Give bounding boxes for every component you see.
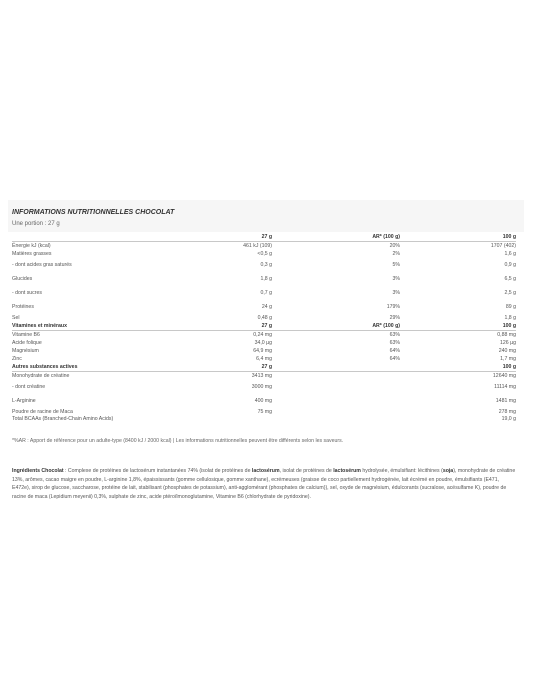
row-value: 3000 mg	[251, 384, 272, 390]
row-value: 11114 mg	[494, 384, 516, 390]
row-value: 100 g	[400, 322, 516, 331]
table-row	[12, 355, 516, 363]
row-label: Énergie kJ (kcal)	[12, 242, 192, 251]
table-row	[12, 408, 516, 416]
row-value: 1,6 g	[504, 251, 516, 257]
table-row	[12, 331, 516, 340]
row-value: 2,5 g	[504, 290, 516, 296]
row-value: 64,9 mg	[253, 348, 272, 354]
row-value: 1,7 mg	[500, 356, 516, 362]
table-row	[12, 347, 516, 355]
row-value: 3%	[392, 290, 400, 296]
row-value: 34,0 µg	[254, 340, 272, 346]
ingredients-part: ), monohydrate de créatine 13%, arômes, cacao maigre en poudre, L-arginine 1,8%, épaississants (gomme cellulosique, gomme xanthane), ecrémeuses (graisse de coco partiellement hydrogénée, lait écrémé en poudre, émulsifiants (E471, E472e), sirop de glucose, saccharose, protéine de lait, stabilisant (phosphates de potassium), anti-agglomérant (phosphates de calcium)), sel, oxyde de magnésium, édulcorants (sucralose, acésulfame K), poudre de racine de maca (Lepidium meyenii) 0,3%, sulphate de zinc, acide ptéroïlmonoglutamine, Vitamine B6 (chlorhydrate de pyridoxine).	[12, 468, 516, 500]
row-value: 0,48 g	[257, 315, 272, 321]
row-label: - dont acides gras saturés	[12, 262, 72, 268]
row-label: Sel	[12, 315, 20, 321]
row-value: 6,4 mg	[256, 356, 272, 362]
row-value: AR* (100 g)	[272, 233, 400, 242]
row-value: 64%	[389, 356, 400, 362]
ingredients-part: : Complexe de protéines de lactosérum instantanées 74% (isolat de protéines de	[63, 468, 252, 474]
row-value: AR* (100 g)	[272, 322, 400, 331]
row-label: L-Arginine	[12, 398, 36, 404]
row-label: Vitamine B6	[12, 332, 40, 338]
row-value: 63%	[389, 332, 400, 338]
table-row	[12, 314, 516, 322]
portion-size: Une portion : 27 g	[12, 221, 60, 227]
row-value	[272, 416, 400, 423]
row-value: 64%	[389, 348, 400, 354]
table-row	[12, 250, 516, 258]
row-label: Acide folique	[12, 340, 42, 346]
row-value: 2%	[392, 251, 400, 257]
row-value: 3%	[392, 276, 400, 282]
row-value: 100 g	[400, 233, 516, 242]
table-row	[12, 286, 516, 300]
row-value: 63%	[389, 340, 400, 346]
table-row	[12, 394, 516, 408]
row-value	[272, 394, 400, 408]
row-value: 0,24 mg	[253, 332, 272, 338]
row-label: Zinc	[12, 356, 22, 362]
row-value: 20%	[272, 242, 400, 251]
row-value	[272, 380, 400, 394]
reference-note: *%AR : Apport de référence pour un adulte-type (8400 kJ / 2000 kcal) | Les informations nutritionnelles peuvent être différents selon les saveurs.	[12, 438, 344, 444]
ingredients-text	[12, 467, 516, 501]
ingredients-label: Ingrédients Chocolat	[12, 468, 64, 474]
row-value	[192, 416, 272, 423]
row-label: Monohydrate de créatine	[12, 373, 70, 379]
ingredients-part: hydrolysée, émulsifiant: lécithines (	[360, 468, 443, 474]
row-label	[12, 233, 192, 242]
row-value: 461 kJ (109)	[192, 242, 272, 251]
row-value	[272, 363, 400, 372]
row-value: <0,5 g	[257, 251, 272, 257]
row-value: 29%	[389, 315, 400, 321]
row-value: 126 µg	[500, 340, 516, 346]
row-label: Poudre de racine de Maca	[12, 409, 73, 415]
row-value: 19,0 g	[501, 416, 516, 422]
allergen: lactosérum	[251, 468, 280, 474]
row-value: 278 mg	[498, 409, 516, 415]
table-row	[12, 416, 516, 423]
ingredients-part: , isolat de protéines de	[279, 468, 334, 474]
table-row	[12, 300, 516, 314]
table-row	[12, 242, 516, 251]
row-label: Vitamines et minéraux	[12, 322, 192, 331]
row-value: 1,8 g	[260, 276, 272, 282]
row-value: 3413 mg	[251, 373, 272, 379]
row-value: 0,7 g	[260, 290, 272, 296]
row-value: 24 g	[261, 304, 272, 310]
row-value: 1707 (402)	[400, 242, 516, 251]
title-panel	[8, 200, 524, 232]
table-row	[12, 363, 516, 372]
row-value	[272, 408, 400, 416]
table-row	[12, 258, 516, 272]
page-title: INFORMATIONS NUTRITIONNELLES CHOCOLAT	[12, 209, 175, 216]
row-value: 240 mg	[498, 348, 516, 354]
row-value: 400 mg	[254, 398, 272, 404]
row-value: 0,9 g	[504, 262, 516, 268]
row-label: Glucides	[12, 276, 33, 282]
table-row	[12, 380, 516, 394]
table-row	[12, 339, 516, 347]
table-row	[12, 372, 516, 381]
allergen: lactosérum	[333, 468, 361, 474]
row-label: Protéines	[12, 304, 34, 310]
row-value: 5%	[392, 262, 400, 268]
row-value: 75 mg	[257, 409, 272, 415]
row-value: 0,3 g	[260, 262, 272, 268]
table-row	[12, 322, 516, 331]
table-row	[12, 272, 516, 286]
row-value: 6,5 g	[504, 276, 516, 282]
row-value: 27 g	[192, 233, 272, 242]
row-value: 89 g	[505, 304, 516, 310]
row-label: Autres substances actives	[12, 363, 192, 372]
table-row	[12, 233, 516, 242]
row-label: Matières grasses	[12, 251, 52, 257]
row-label: Magnésium	[12, 348, 39, 354]
row-value: 27 g	[192, 322, 272, 331]
row-value: 0,88 mg	[497, 332, 516, 338]
row-value: 100 g	[400, 363, 516, 372]
row-label: - dont créatine	[12, 384, 46, 390]
nutrition-table	[12, 233, 516, 423]
row-value: 27 g	[192, 363, 272, 372]
row-value: 12640 mg	[492, 373, 516, 379]
row-value: 179%	[386, 304, 400, 310]
allergen: soja	[442, 468, 454, 474]
row-value	[272, 372, 400, 381]
row-label: - dont sucres	[12, 290, 42, 296]
row-value: 1481 mg	[495, 398, 516, 404]
row-value: 1,8 g	[504, 315, 516, 321]
row-label: Total BCAAs (Branched-Chain Amino Acids)	[12, 416, 114, 422]
